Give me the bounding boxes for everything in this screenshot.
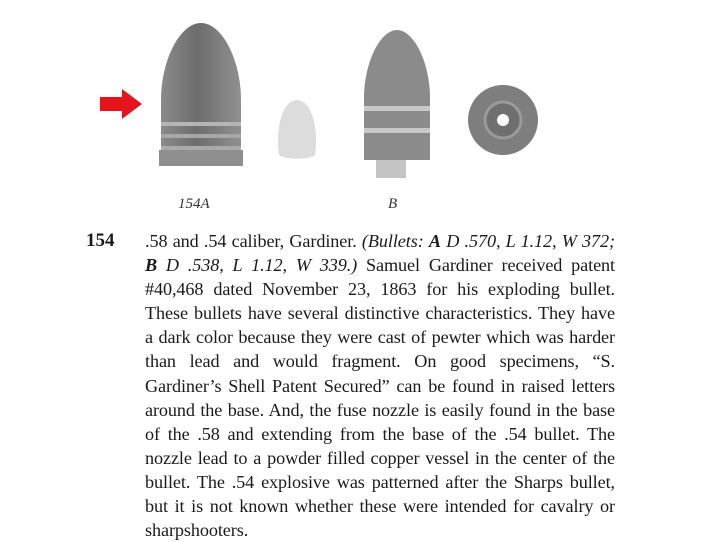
bullet-154a-image [155,20,247,168]
specs-open: (Bullets: [361,231,424,251]
specs-b-label: B [145,255,158,276]
specs-a-label: A [428,231,441,251]
bullet-b-image [360,28,434,180]
specs-a-values: D .570, L 1.12, W 372; [446,231,615,251]
specs-b-values: D .538, L 1.12, W 339.) [165,255,358,276]
figure-caption-b: B [388,196,398,212]
figure-caption-a: 154A [178,196,210,212]
pellet-image [275,97,319,161]
entry-body: Samuel Gardiner received patent #40,468 dated November 23, 1863 for his exploding bullet. These bullets have several distinctive characteristics. They have a dark color because they were cast of pewter which was harder than lead and would fragment. On good specimens, “S. Gardiner’s Shell Patent Secured” can be found in raised letters around the base. And, the fuse nozzle is easily found in the base of the .58 and extending from the base of the .54 bullet. The nozzle lead to a powder filled copper vessel in the center of the bullet. The .54 explosive was patterned after the Sharps bullet, but it is not known whether these were intended for cavalry or sharpshooters. [145,255,616,541]
entry-description [145,229,615,542]
entry-number: 154 [86,230,115,251]
entry-heading: .58 and .54 caliber, Gardiner. [145,231,357,251]
right-arrow-icon [100,89,142,119]
bullet-base-image [466,83,540,157]
